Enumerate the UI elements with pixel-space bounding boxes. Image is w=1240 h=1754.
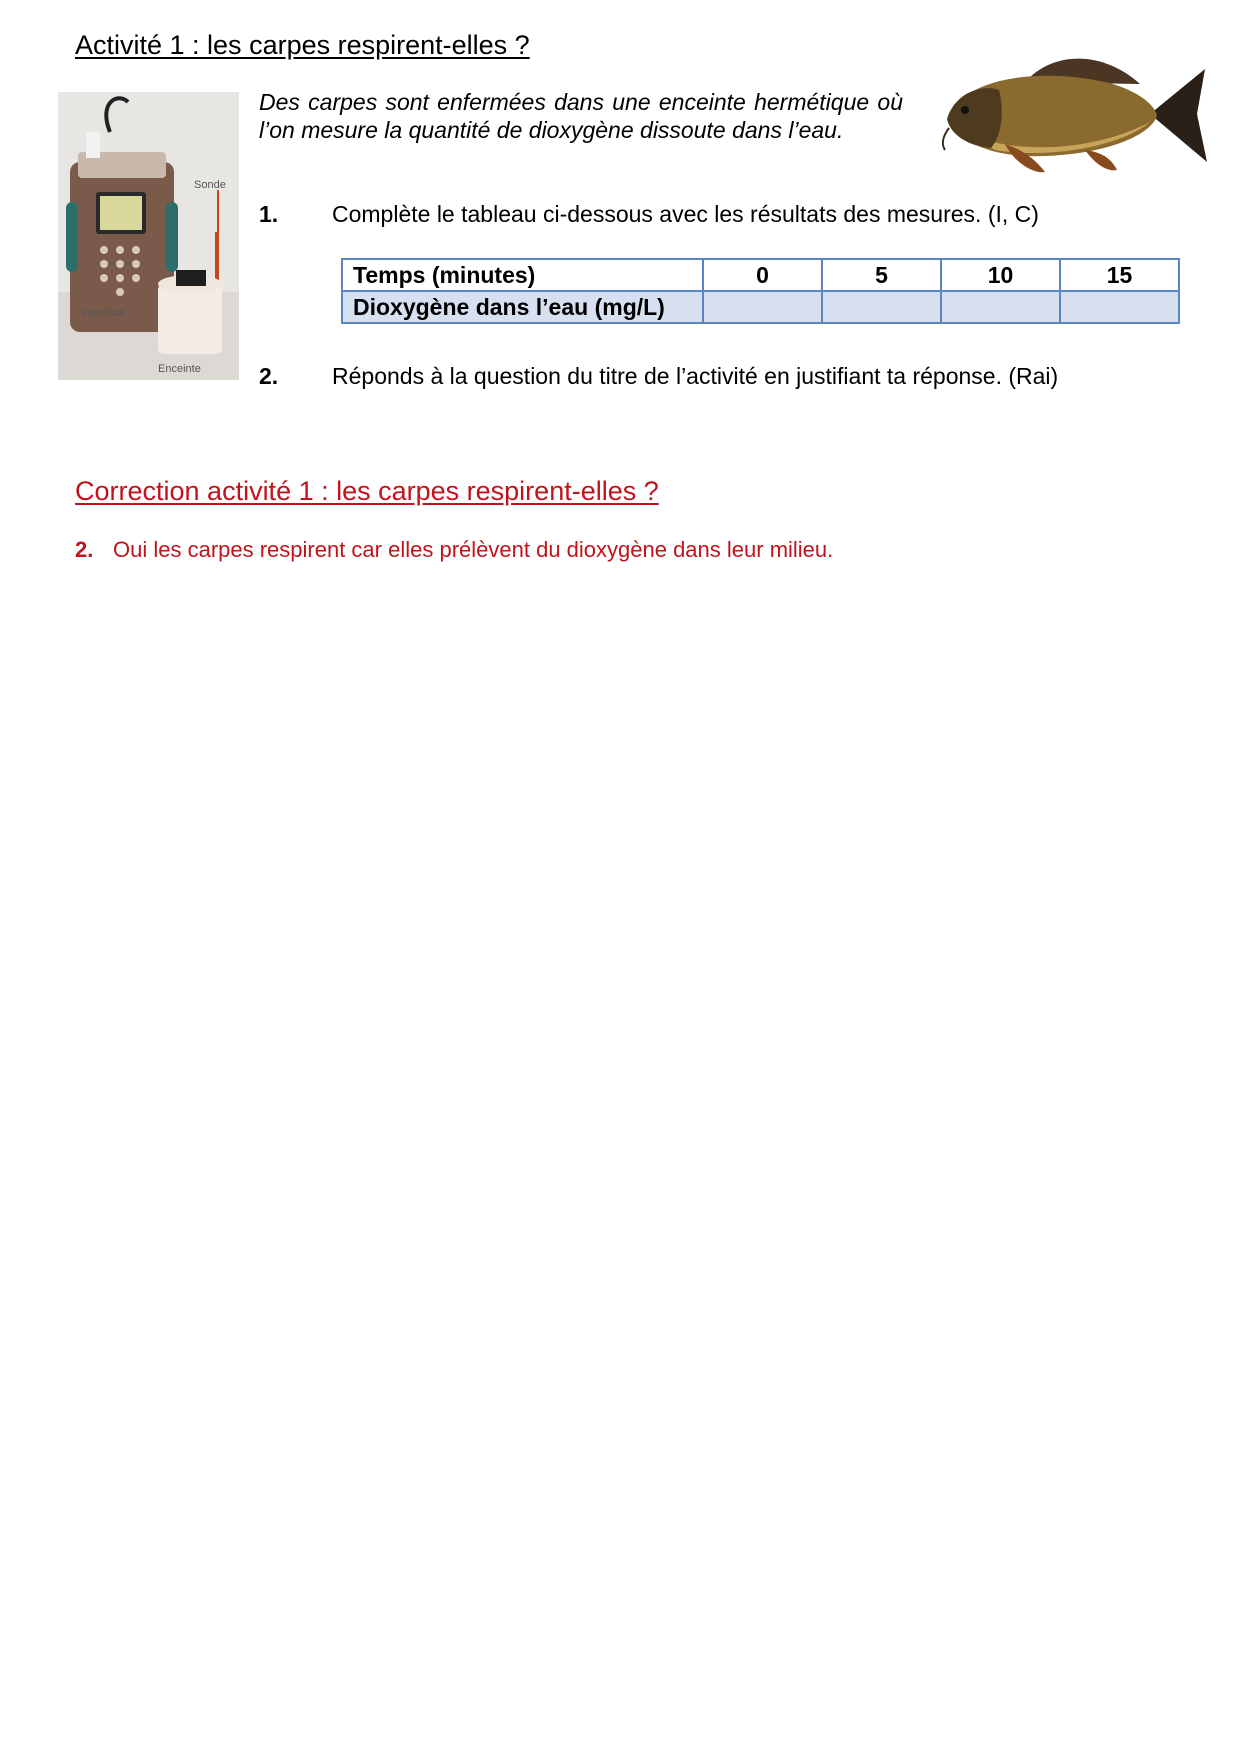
carp-illustration xyxy=(935,44,1215,184)
oxygen-cell[interactable] xyxy=(822,291,941,323)
question-2-text: Réponds à la question du titre de l’activité en justifiant ta réponse. (Rai) xyxy=(332,363,1059,389)
table-row-oxygen xyxy=(342,291,1179,323)
probe-label: Sonde xyxy=(194,179,226,191)
oxygen-header: Dioxygène dans l’eau (mg/L) xyxy=(342,291,703,323)
question-2-number: 2. xyxy=(259,363,279,389)
correction-item-number: 2. xyxy=(75,537,94,562)
equipment-photo xyxy=(58,92,239,380)
oxygen-cell[interactable] xyxy=(1060,291,1179,323)
table-row-time xyxy=(342,259,1179,291)
intro-paragraph: Des carpes sont enfermées dans une enceinte hermétique où l’on mesure la quantité de dioxygène dissoute dans l’eau. xyxy=(259,89,903,143)
time-cell: 15 xyxy=(1060,259,1179,291)
oxygen-cell[interactable] xyxy=(941,291,1060,323)
activity-title: Activité 1 : les carpes respirent-elles ? xyxy=(75,30,530,60)
correction-item-text: Oui les carpes respirent car elles prélèvent du dioxygène dans leur milieu. xyxy=(113,537,834,562)
enclosure-label: Enceinte xyxy=(158,363,201,375)
time-cell: 0 xyxy=(703,259,822,291)
interface-label: Interface xyxy=(82,307,125,319)
time-cell: 10 xyxy=(941,259,1060,291)
time-header: Temps (minutes) xyxy=(342,259,703,291)
correction-title: Correction activité 1 : les carpes respirent-elles ? xyxy=(75,476,659,506)
question-1-text: Complète le tableau ci-dessous avec les résultats des mesures. (I, C) xyxy=(332,201,1039,227)
question-1-number: 1. xyxy=(259,201,279,227)
time-cell: 5 xyxy=(822,259,941,291)
oxygen-cell[interactable] xyxy=(703,291,822,323)
measurement-table xyxy=(341,258,1180,324)
